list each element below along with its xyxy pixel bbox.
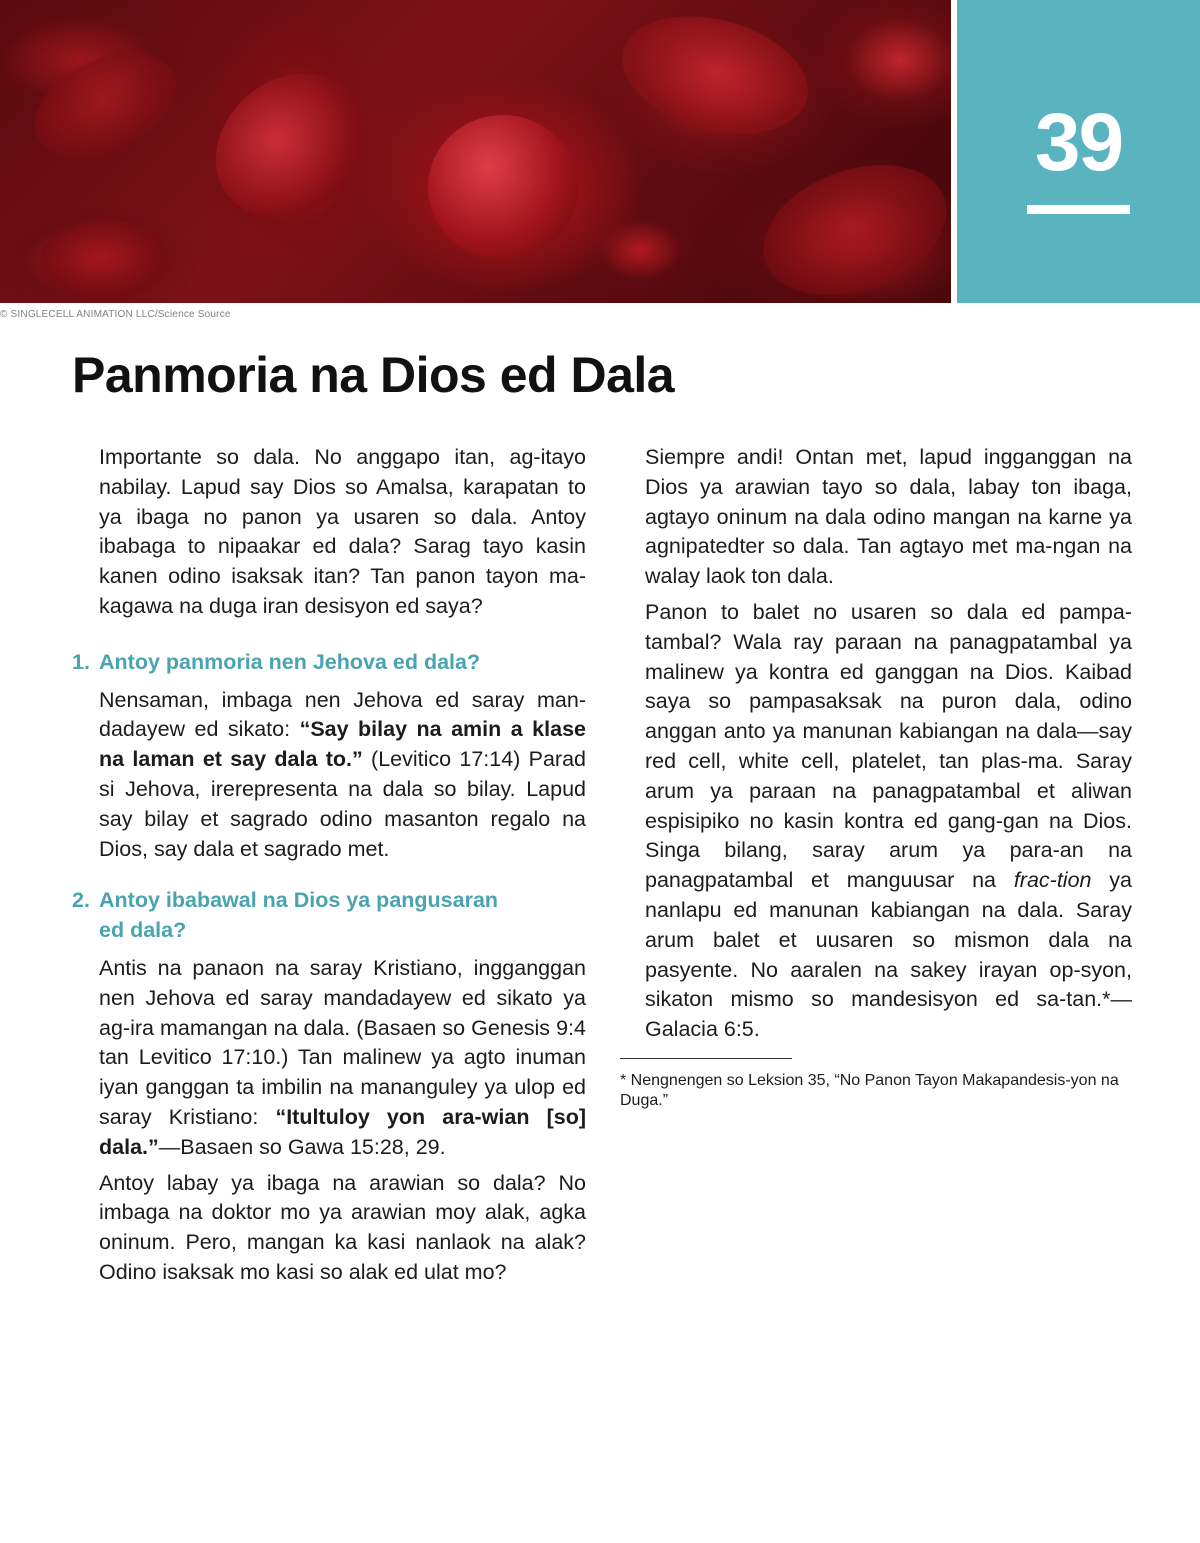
blood-cell-shape	[40, 220, 170, 300]
question-number: 2.	[72, 888, 90, 913]
lesson-number-box	[957, 0, 1200, 303]
hero-image-red-blood-cells	[0, 0, 951, 303]
blood-cell-shape	[18, 33, 192, 178]
scripture-quote: “Say bilay na amin a klase na laman et say dala to.”	[99, 717, 586, 772]
paragraph-text: Nensaman, imbaga nen Jehova ed saray man-dadayew ed sikato:	[99, 687, 586, 742]
question-heading-2	[72, 886, 586, 946]
paragraph-text: Antis na panaon na saray Kristiano, ingganggan nen Jehova ed saray mandadayew ed sikato ya ag-ira mamangan na dala. (Basaen so Genesis 9:4 tan Levitico 17:10.) Tan malinew ya agto inuman iyan ganggan ta imbilin na mananguley ya ulop ed saray Kristiano:	[99, 955, 586, 1129]
photo-credit: © SINGLECELL ANIMATION LLC/Science Source	[0, 309, 231, 320]
right-column	[645, 443, 1132, 1051]
paragraph-text: (Levitico 17:14) Parad si Jehova, irerepresenta na dala so bilay. Lapud say bilay et sagrado odino masanton regalo na Dios, say dala et sagrado met.	[99, 747, 587, 861]
body-paragraph	[99, 954, 586, 1163]
paragraph-text: —Basaen so Gawa 15:28, 29.	[158, 1134, 446, 1159]
footnote: * Nengnengen so Leksion 35, “No Panon Tayon Makapandesis-yon na Duga.”	[620, 1072, 1119, 1109]
lesson-number-underline	[1027, 205, 1130, 214]
left-column	[72, 443, 587, 1294]
body-paragraph: Antoy labay ya ibaga na arawian so dala? No imbaga na doktor mo ya arawian moy alak, agka oninum. Pero, mangan ka kasi nanlaok na alak? Odino isaksak mo kasi so alak ed ulat mo?	[99, 1170, 586, 1284]
scripture-quote: “Itultuloy yon ara-wian [so] dala.”	[99, 1104, 586, 1159]
question-text: Antoy panmoria nen Jehova ed dala?	[99, 649, 481, 674]
paragraph-text: Panon to balet no usaren so dala ed pampa-tambal? Wala ray paraan na panagpatambal ya malinew ya kontra ed ganggan na Dios. Kaibad saya so pampasaksak na puron dala, odino anggan anto ya manunan kabiangan na dala—say red cell, white cell, platelet, tan plas-ma. Saray arum ya paraan na panagpatambal et aliwan espisipiko no kasin kontra ed gang-gan na Dios. Singa bilang, saray arum ya para-an na panagpatambal et manguusar na	[645, 599, 1132, 893]
blood-cell-shape	[745, 141, 951, 303]
question-text-line1: Antoy ibabawal na Dios ya pangusaran	[99, 888, 499, 913]
body-paragraph: Siempre andi! Ontan met, lapud ingganggan na Dios ya arawian tayo so dala, labay ton ibaga, agtayo oninum na dala odino mangan na karne ya agnipatedter so dala. Tan agtayo met ma-ngan na walay laok ton dala.	[645, 445, 1132, 589]
question-text-line2: ed dala?	[99, 918, 187, 943]
blood-cell-shape	[428, 115, 578, 260]
blood-cell-shape	[187, 44, 393, 246]
page-title: Panmoria na Dios ed Dala	[72, 347, 675, 403]
intro-paragraph: Importante so dala. No anggapo itan, ag-itayo nabilay. Lapud say Dios so Amalsa, karapatan to ya ibaga no panon ya usaren so dala. Antoy ibabaga to nipaakar ed dala? Sarag tayo kasin kanen odino isaksak itan? Tan panon tayon ma-kagawa na duga iran desisyon ed saya?	[99, 445, 586, 618]
paragraph-text: ya nanlapu ed manunan kabiangan na dala. Saray arum balet et uusaren so mismon dala na pasyente. No aaralen na sakey irayan op-syon, sikaton mismo so mandesisyon ed sa-tan.*—Galacia 6:5.	[645, 868, 1132, 1042]
blood-cell-shape	[609, 0, 821, 153]
italic-term: frac-tion	[1013, 868, 1092, 893]
question-number: 1.	[72, 649, 90, 674]
lesson-number: 39	[1034, 97, 1123, 188]
body-paragraph	[99, 686, 586, 865]
footnote-divider	[620, 1058, 792, 1059]
question-heading-1	[72, 648, 586, 678]
body-paragraph	[645, 598, 1132, 1045]
